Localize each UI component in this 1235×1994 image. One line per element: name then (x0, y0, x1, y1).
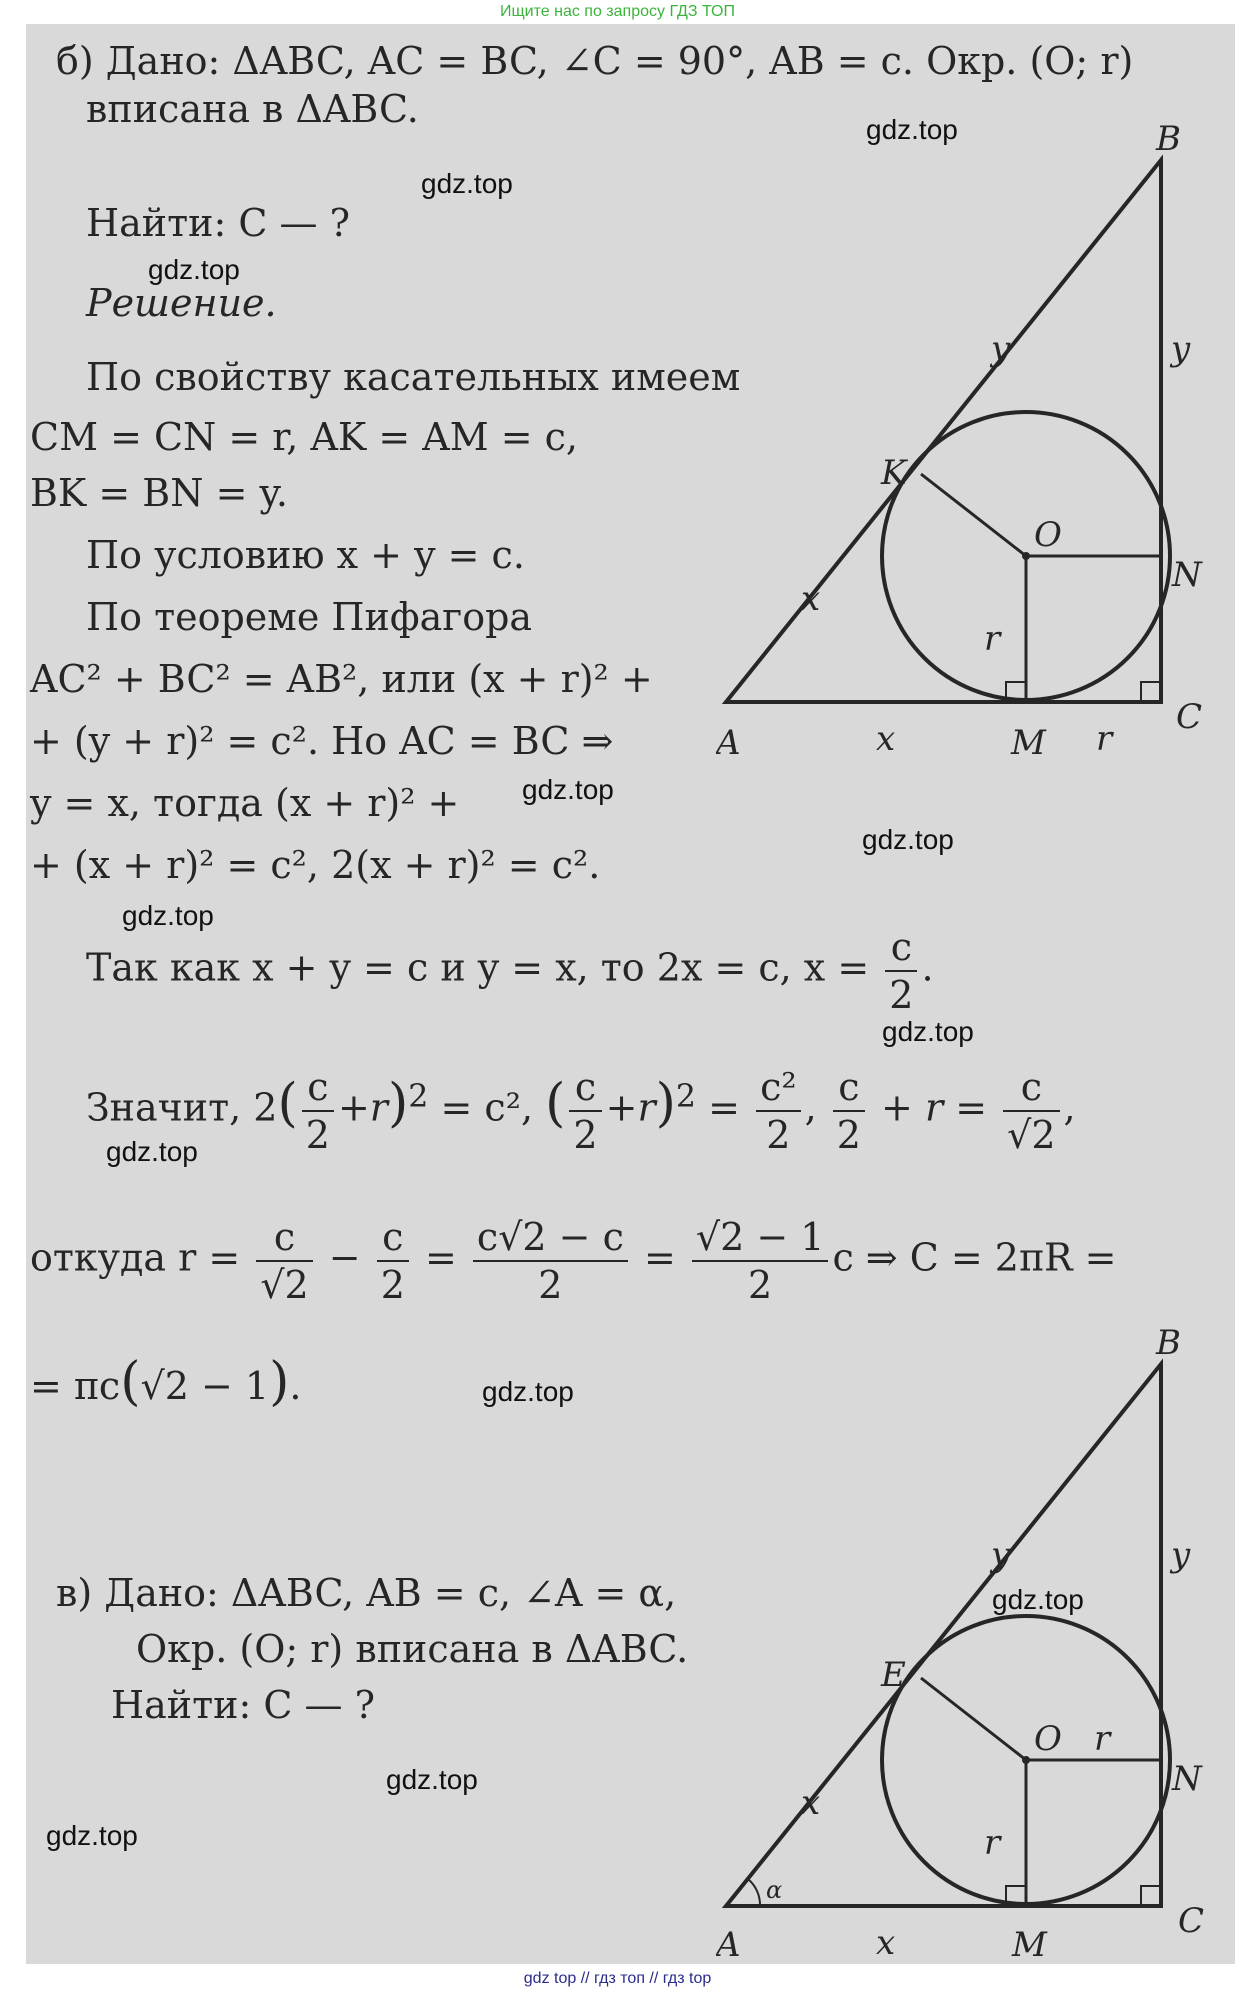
right-angle-c (1141, 1886, 1161, 1906)
part-b-line-12: откуда r = $\frac{c}{√2}$ − $\frac{c}{2}$ = $\frac{c√2 - c}{2}$ = $\frac{√2 - 1}{2}$ c ⇒ C = 2πR = (30, 1215, 1117, 1307)
watermark: gdz.top (386, 1764, 478, 1795)
label-alpha: α (766, 1876, 783, 1904)
numerator: c (885, 924, 917, 972)
denominator: 2 (538, 1263, 563, 1307)
fraction (692, 1214, 829, 1308)
fraction (302, 1064, 334, 1158)
label-c: C (1178, 1901, 1205, 1941)
part-b-line-2: CM = CN = r, AK = AM = c, (30, 415, 578, 459)
denominator: 2 (380, 1263, 405, 1307)
part-b-line-11: Значит, 2( $\frac{c}{2}$ +r)$^2$ = c², ( $\frac{c}{2}$ +r)$^2$ = $\frac{\text{c²}}{2}$ , $\frac{c}{2}$ + r = $\frac{c}{√2}$ , (86, 1065, 1076, 1157)
label-a: A (716, 1925, 741, 1960)
part-b-given: б) Дано: ΔABC, AC = BC, ∠C = 90°, AB = c. Окр. (O; r) (56, 39, 1134, 83)
watermark: gdz.top (148, 254, 240, 285)
denominator: 2 (573, 1113, 598, 1157)
label-a: A (716, 723, 741, 763)
fraction-c-over-2 (885, 924, 917, 1018)
denominator: 2 (748, 1263, 773, 1307)
watermark: gdz.top (866, 114, 958, 145)
numerator: c (1003, 1064, 1059, 1112)
part-v-find: Найти: C — ? (111, 1683, 375, 1727)
denominator: 2 (889, 973, 914, 1017)
center-dot (1022, 552, 1030, 560)
line-11-start: Значит, 2 (86, 1085, 278, 1130)
part-b-solution: Решение. (86, 281, 277, 325)
part-b-line-10: Так как x + y = c и y = x, то 2x = c, x = $\frac{c}{2}$ . (86, 925, 934, 1017)
part-v-given-2: Окр. (O; r) вписана в ΔABC. (136, 1627, 689, 1671)
watermark: gdz.top (421, 168, 513, 199)
label-m: M (1011, 723, 1046, 763)
paren-content: √2 − 1 (140, 1364, 270, 1408)
part-b-line-6: AC² + BC² = AB², или (x + r)² + (30, 657, 653, 701)
watermark: gdz.top (46, 1820, 138, 1851)
label-e: E (881, 1655, 906, 1695)
denominator: 2 (766, 1113, 791, 1157)
line-10-text: Так как x + y = c и y = x, то 2x = c, x = (86, 945, 870, 990)
textbook-page (26, 24, 1235, 1964)
part-b-line-9: + (x + r)² = c², 2(x + r)² = c². (30, 843, 601, 887)
part-v-given: в) Дано: ΔABC, AB = c, ∠A = α, (56, 1571, 677, 1615)
numerator: c (302, 1064, 334, 1112)
label-k: K (881, 453, 907, 493)
label-b: B (1156, 120, 1181, 159)
label-m: M (1012, 1925, 1047, 1960)
line-12-end: c ⇒ C = 2πR = (832, 1235, 1117, 1280)
part-b-find: Найти: C — ? (86, 201, 350, 245)
label-r-mc: r (1096, 719, 1113, 759)
numerator: c√2 − c (473, 1214, 628, 1262)
label-x-am: x (876, 719, 896, 759)
part-b-line-5: По теореме Пифагора (86, 595, 533, 639)
numerator: c (833, 1064, 865, 1112)
fraction (756, 1064, 801, 1158)
label-y-bn: y (1171, 329, 1191, 369)
right-angle-c (1141, 682, 1161, 702)
label-r-on: r (1094, 1719, 1111, 1759)
label-y-be: y (991, 1535, 1011, 1575)
label-c: C (1176, 697, 1203, 737)
numerator: c (569, 1064, 601, 1112)
denominator: 2 (836, 1113, 861, 1157)
label-o: O (1034, 515, 1062, 555)
denominator: 2 (305, 1113, 330, 1157)
fraction (256, 1214, 312, 1308)
label-n: N (1172, 1759, 1202, 1799)
part-b-line-1: По свойству касательных имеем (86, 355, 741, 399)
part-b-line-13: = πc(√2 − 1). (30, 1352, 302, 1412)
fraction (377, 1214, 409, 1308)
watermark: gdz.top (992, 1584, 1084, 1615)
label-r-om: r (984, 619, 1001, 659)
numerator: √2 − 1 (692, 1214, 829, 1262)
numerator: c (377, 1214, 409, 1262)
line-12-start: откуда r = (30, 1235, 241, 1280)
label-b: B (1156, 1323, 1181, 1363)
fraction (1003, 1064, 1059, 1158)
label-o: O (1034, 1719, 1062, 1759)
denominator: √2 (1007, 1113, 1056, 1157)
line-11-mid: = c², (440, 1085, 534, 1130)
part-b-line-3: BK = BN = y. (30, 471, 288, 515)
part-b-line-7: + (y + r)² = c². Но AC = BC ⇒ (30, 719, 614, 763)
watermark: gdz.top (522, 774, 614, 805)
part-b-line-8: y = x, тогда (x + r)² + (30, 781, 460, 825)
watermark: gdz.top (862, 824, 954, 855)
bottom-footer: gdz top // гдз топ // гдз top (523, 1970, 712, 1987)
label-r-om: r (984, 1823, 1001, 1863)
part-b-given-2: вписана в ΔABC. (86, 87, 419, 131)
triangle-figure-1 (716, 120, 1216, 780)
label-y-bn: y (1171, 1535, 1191, 1575)
center-dot (1022, 1756, 1030, 1764)
watermark: gdz.top (122, 900, 214, 931)
angle-arc-a (748, 1879, 760, 1906)
fraction (833, 1064, 865, 1158)
watermark: gdz.top (106, 1136, 198, 1167)
numerator: c (256, 1214, 312, 1262)
radius-ok (921, 474, 1026, 556)
radius-oe (921, 1678, 1026, 1760)
triangle-figure-2 (716, 1320, 1216, 1960)
denominator: √2 (260, 1263, 309, 1307)
label-y-bk: y (991, 329, 1011, 369)
numerator: c² (756, 1064, 801, 1112)
line-13-start: = πc (30, 1364, 121, 1408)
watermark: gdz.top (482, 1376, 574, 1407)
label-x-ak: x (801, 579, 821, 619)
label-n: N (1172, 555, 1202, 595)
top-banner: Ищите нас по запросу ГДЗ ТОП (500, 3, 735, 20)
fraction (569, 1064, 601, 1158)
part-b-line-4: По условию x + y = c. (86, 533, 525, 577)
label-x-ae: x (801, 1783, 821, 1823)
fraction (473, 1214, 628, 1308)
watermark: gdz.top (882, 1016, 974, 1047)
label-x-am: x (876, 1923, 896, 1960)
